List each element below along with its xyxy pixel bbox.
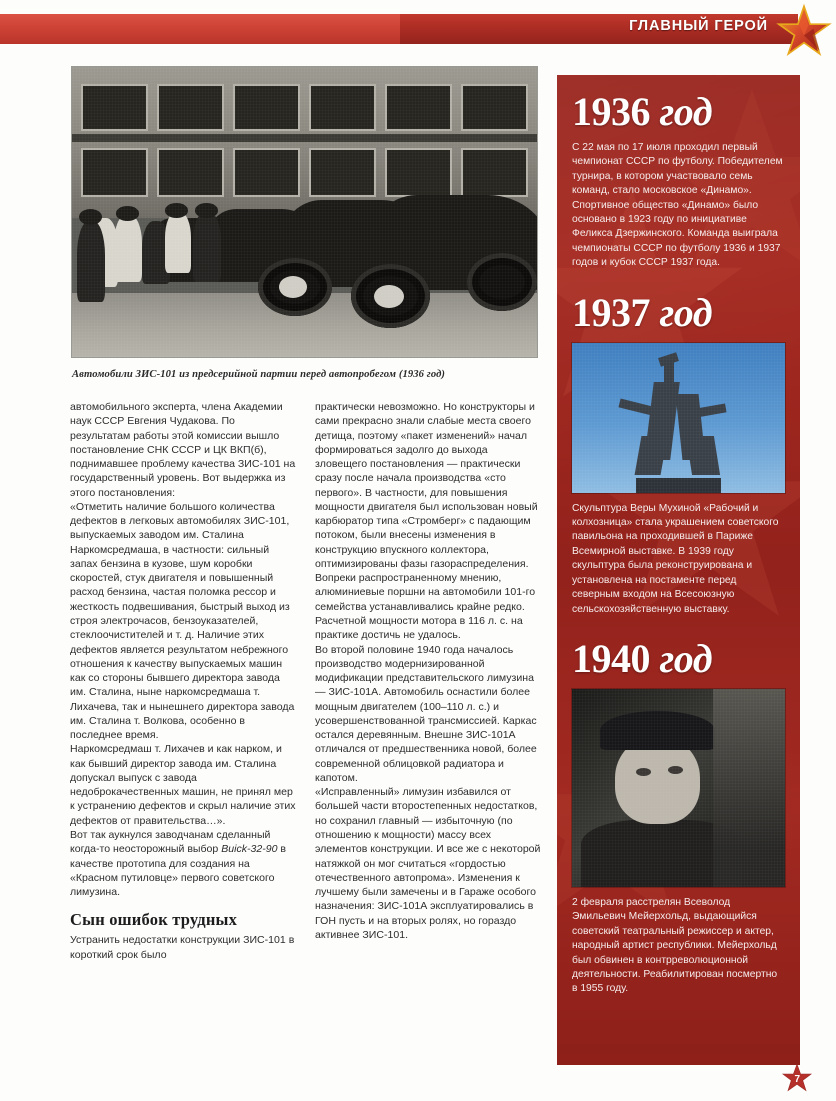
paragraph: Наркомсредмаш т. Лихачев и как нарком, и как бывший директор завода им. Сталина допускал выпуск с завода недоброкачественных машин, не принял мер к устранению дефектов и скрыл наличие этих дефектов от правительства…».	[70, 743, 296, 827]
worker-and-kolkhoz-woman-sculpture-photo	[572, 343, 785, 493]
paragraph: автомобильного эксперта, члена Академии наук СССР Евгения Чудакова. По результатам работы этой комиссии вышло постановление СНК СССР и ЦК ВКП(б), поднимавшее проблему качества ЗИС-101 на государственный уровень. Вот выдержка из этого постановления:	[70, 401, 296, 499]
year-word: год	[659, 89, 713, 134]
sidebar-entry-text: 2 февраля расстрелян Всеволод Эмильевич Мейерхольд, выдающийся советский театральный режиссер и актер, народный артист республики. Мейерхольд был обвинен в контрреволюционной деятельности. Реабилитирован посмертно в 1955 году.	[572, 896, 778, 995]
paragraph: Во второй половине 1940 года началось производство модернизированной модификации представительского лимузина — ЗИС-101А. Автомобиль оснастили более мощным двигателем (100–110 л. с.) и усовершенствованной трансмиссией. Каркас остался деревянным. Внешне ЗИС-101А отличался от предшественника новой, более современной облицовкой радиатора и капотом.	[315, 643, 537, 784]
sidebar-entry-1940	[572, 617, 785, 997]
sidebar-entry-1936	[572, 75, 785, 271]
sidebar-entry-1937	[572, 271, 785, 617]
year-number: 1937	[572, 289, 650, 335]
sidebar-content	[557, 75, 800, 997]
paragraph: Устранить недостатки конструкции ЗИС-101 в короткий срок было	[70, 934, 295, 961]
page-title: ГЛАВНЫЙ ГЕРОЙ	[629, 18, 768, 34]
section-subheading: Сын ошибок трудных	[70, 910, 238, 930]
buick-text-after: в качестве прототипа для создания на «Красном путиловце» первого советского лимузина.	[70, 843, 287, 899]
year-word: год	[659, 289, 713, 335]
buick-model-name: Buick-32-90	[221, 843, 278, 856]
left-column	[70, 400, 297, 1065]
header-band-left	[0, 14, 400, 44]
red-star-icon	[776, 4, 832, 60]
vsevolod-meyerhold-portrait-photo	[572, 689, 785, 887]
sidebar-entry-text: Скульптура Веры Мухиной «Рабочий и колхозница» стала украшением советского павильона на проходившей в Париже Всемирной выставке. В 1939 году скульптура была реконструирована и установлена на постаменте перед северным входом на Всесоюзную сельскохозяйственную выставку.	[572, 502, 779, 615]
year-word: год	[659, 635, 713, 681]
zis-101-cars-photo	[72, 67, 537, 357]
sidebar-entry-text: С 22 мая по 17 июля проходил первый чемпионат СССР по футболу. Победителем турнира, в котором участвовало семь команд, стало московское «Динамо». Спортивное общество «Динамо» было основано в 1923 году по инициативе Феликса Дзержинского. Команда выиграла чемпионаты СССР по футболу 1936 и 1937 годов и кубок СССР 1937 года.	[572, 142, 783, 269]
middle-column	[315, 400, 542, 1065]
paragraph: «Исправленный» лимузин избавился от большей части второстепенных недостатков, но сохранил главный — избыточную (по отношению к мощности) массу всех элементов конструкции. И все же с некоторой натяжкой он мог считаться «гордостью отечественного автопрома». Изменения к лучшему были замечены и в Гараже особого назначения: ЗИС-101А эксплуатировались в ГОН пусть и на вторых ролях, но гораздо активнее ЗИС-101.	[315, 786, 541, 941]
paragraph: «Отметить наличие большого количества дефектов в легковых автомобилях ЗИС-101, выпускаемых заводом им. Сталина Наркомсредмаша, в частности: сильный запах бензина в кузове, шум коробки скоростей, стук двигателя и повышенный расход бензина, частая поломка рессор и жесткость подвешивания, быстрый выход из строя электрочасов, бензоуказателей, стеклоочистителей и т. д. Наличие этих дефектов является результатом небрежного отношения к качеству выпускаемых машин как со стороны бывшего директора завода им. Сталина, ныне наркомсредмаша т. Лихачева, так и нынешнего директора завода им. Сталина т. Волкова, особенно в последнее время.	[70, 500, 295, 742]
photo-caption: Автомобили ЗИС-101 из предсерийной партии перед автопробегом (1936 год)	[72, 369, 446, 380]
paragraph: практически невозможно. Но конструкторы и сами прекрасно знали слабые места своего детища, поэтому «пакет изменений» начал формироваться задолго до выхода зловещего постановления — практически сразу после начала производства «сто первого». В частности, для повышения мощности двигателя был использован новый карбюратор типа «Стромберг» с падающим потоком, были внесены изменения в конструкцию впускного коллектора, оптимизированы фазы газораспределения. Вопреки распространенному мнению, алюминиевые поршни на автомобили 101-го семейства устанавливались крайне редко. Расчетной мощности мотора в 116 л. с. на практике достичь не удалось.	[315, 401, 538, 642]
sidebar-year-heading	[572, 635, 785, 681]
paragraph-buick	[70, 828, 297, 899]
article-columns	[70, 400, 542, 1065]
sidebar-year-heading	[572, 89, 785, 134]
sidebar-year-heading	[572, 289, 785, 335]
timeline-sidebar	[557, 75, 800, 1065]
year-number: 1936	[572, 89, 650, 134]
buick-text-before: Вот так аукнулся заводчанам сделанный когда-то неосторожный выбор	[70, 828, 271, 856]
page-number: 7	[794, 1074, 800, 1085]
year-number: 1940	[572, 635, 650, 681]
